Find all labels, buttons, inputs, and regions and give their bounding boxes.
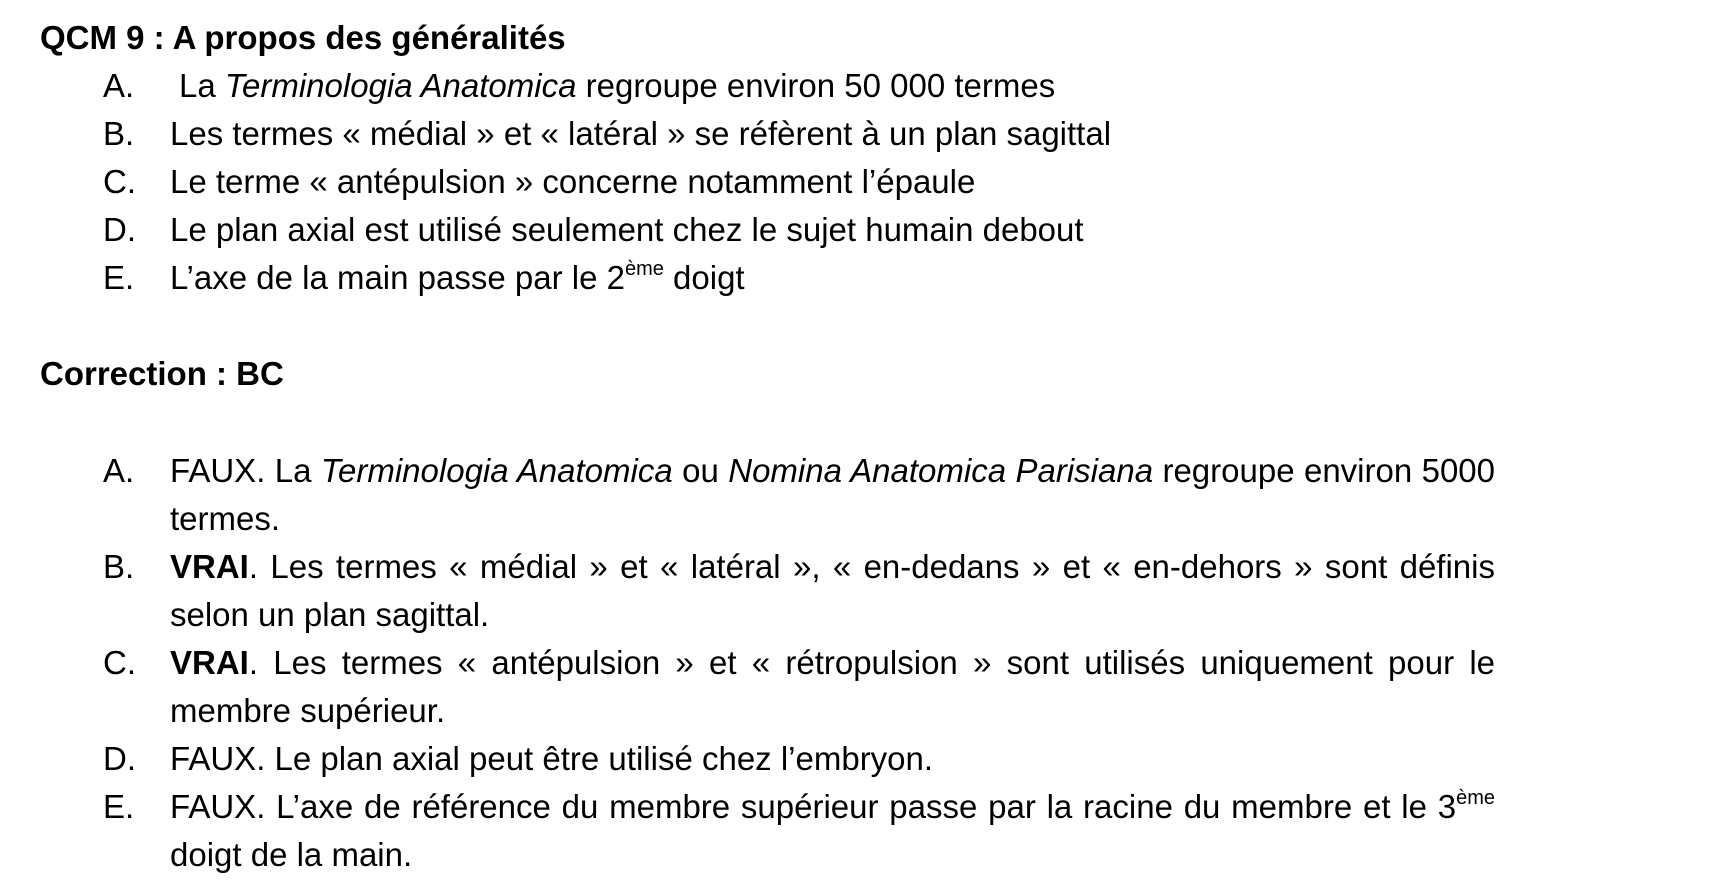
correction-b [0, 543, 1495, 639]
option-letter: E. [103, 259, 135, 296]
correction-text: . Les termes « médial » et « latéral », « en-dedans » et « en-dehors » sont définis selon un plan sagittal. [170, 548, 1495, 633]
correction-text: FAUX. La [170, 452, 321, 489]
option-letter: B. [103, 115, 135, 152]
correction-items [0, 447, 1728, 879]
correction-text: regroupe environ 5000 termes. [170, 452, 1496, 537]
correction-letter: C. [103, 644, 136, 681]
option-text: Le plan axial est utilisé seulement chez le sujet humain debout [170, 211, 1084, 248]
correction-text: doigt de la main. [170, 836, 413, 873]
correction-letter: A. [103, 452, 135, 489]
option-text: Le terme « antépulsion » concerne notamment l’épaule [170, 163, 976, 200]
option-superscript: ème [624, 258, 664, 280]
option-text: L’axe de la main passe par le 2 [170, 259, 625, 296]
question-options [0, 62, 1111, 302]
correction-c [0, 639, 1495, 735]
option-text: Les termes « médial » et « latéral » se réfèrent à un plan sagittal [170, 115, 1112, 152]
option-text: doigt [663, 259, 745, 296]
correction-d [0, 735, 1495, 783]
correction-letter: B. [103, 548, 135, 585]
question-title: QCM 9 : A propos des généralités [40, 19, 566, 56]
correction-italic-term: Terminologia Anatomica [320, 452, 673, 489]
correction-title: Correction : BC [40, 355, 284, 392]
correction-letter: E. [103, 788, 135, 825]
correction-text: FAUX. L’axe de référence du membre supérieur passe par la racine du membre et le 3 [170, 788, 1457, 825]
correction-text: . Les termes « antépulsion » et « rétropulsion » sont utilisés uniquement pour le membre supérieur. [170, 644, 1495, 729]
correction-text: FAUX. Le plan axial peut être utilisé chez l’embryon. [170, 740, 934, 777]
correction-a [0, 447, 1495, 543]
option-letter: D. [103, 211, 136, 248]
option-letter: C. [103, 163, 136, 200]
correction-text: ou [672, 452, 729, 489]
option-d [0, 206, 1111, 254]
correction-italic-term: Nomina Anatomica Parisiana [728, 452, 1154, 489]
option-italic-term: Terminologia Anatomica [224, 67, 577, 104]
correction-letter: D. [103, 740, 136, 777]
option-e [0, 254, 1111, 302]
option-letter: A. [103, 67, 135, 104]
option-a [0, 62, 1111, 110]
correction-verdict: VRAI [170, 548, 249, 585]
correction-verdict: VRAI [170, 644, 249, 681]
option-text: regroupe environ 50 000 termes [576, 67, 1056, 104]
option-text: La [179, 67, 225, 104]
correction-e [0, 783, 1495, 879]
option-b [0, 110, 1111, 158]
option-c [0, 158, 1111, 206]
correction-superscript: ème [1456, 787, 1495, 809]
